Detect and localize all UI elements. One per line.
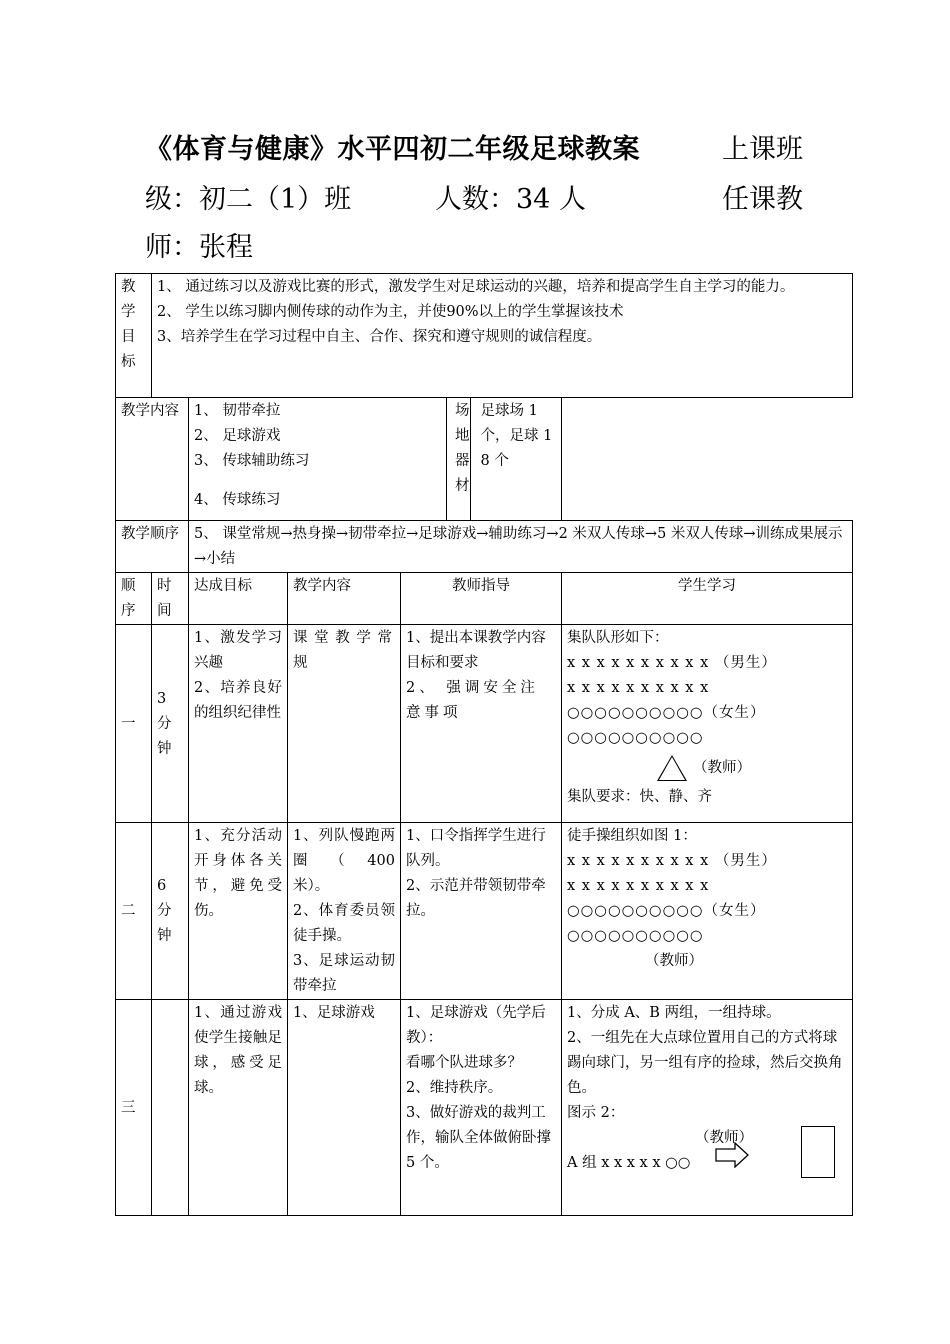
sequence-row: [116, 521, 853, 573]
content-row: [116, 398, 853, 521]
column-header-row: [116, 573, 853, 625]
lesson-plan-table: [115, 273, 853, 1216]
col-order: 顺序: [116, 573, 152, 625]
row-order: 二: [116, 823, 152, 1000]
objectives-label: 教 学 目 标: [116, 274, 152, 398]
row-content: 1、列队慢跑两 圈 （ 400 米）。 2、体育委员领徒手操。 3、足球运动韧带牵拉: [288, 823, 401, 1000]
formation-line: ○○○○○○○○○○（女生）: [567, 903, 766, 919]
row-goal: 1、通过游戏使学生接触足球，感受足球。: [189, 1000, 288, 1216]
row-time: 6 分 钟: [152, 823, 189, 1000]
assembly-requirement: 集队要求：快、静、齐: [567, 789, 712, 805]
teacher-label: 师：张程: [145, 232, 253, 263]
row-guide: 1、提出本课教学内容目标和要求 2、 强调安全注意事项: [401, 625, 562, 823]
row-study: 徒手操组织如图 1： x x x x x x x x x x （男生） x x x x x x x x x x ○○○○○○○○○○（女生） ○○○○○○○○○○ （教师）: [562, 823, 853, 1000]
table-row: [116, 1000, 853, 1216]
col-guide: 教师指导: [401, 573, 562, 625]
content-item: 1、 韧带牵拉: [194, 403, 281, 419]
formation-line: x x x x x x x x x x: [567, 878, 710, 894]
row-goal: 1、激发学习兴趣 2、培养良好的组织纪律性: [189, 625, 288, 823]
content-item: 2、 足球游戏: [194, 428, 281, 444]
content-item: 4、 传球练习: [194, 492, 281, 508]
arrow-right-icon: [715, 1142, 749, 1168]
col-study: 学生学习: [562, 573, 853, 625]
col-content: 教学内容: [288, 573, 401, 625]
venue-label: 场 地 器 材: [447, 398, 471, 520]
venue-cell: [447, 398, 562, 521]
title-line: [145, 136, 810, 163]
content-label: 教学内容: [116, 398, 189, 521]
teacher-marker: （教师）: [645, 953, 703, 969]
row-study: 集队队形如下： x x x x x x x x x x （男生） x x x x x x x x x x ○○○○○○○○○○（女生） ○○○○○○○○○○ （教师） 集队要求：快、静、齐: [562, 625, 853, 823]
game-diagram: [567, 1126, 847, 1181]
row-order: 三: [116, 1000, 152, 1216]
goal-icon: [801, 1126, 835, 1178]
teacher-marker: （教师）: [695, 1130, 753, 1146]
row-study: 1、分成 A、B 两组，一组持球。 2、一组先在大点球位置用自己的方式将球踢向球门，另一组有序的捡球，然后交换角色。 图示 2： （教师） A 组 x x x x x ○○: [562, 1000, 853, 1216]
objectives-cell: [152, 274, 853, 398]
table-row: [116, 625, 853, 823]
col-time: 时间: [152, 573, 189, 625]
content-cell: [189, 398, 447, 521]
student-count: 人数：34 人: [435, 184, 586, 215]
row-time: 3 分 钟: [152, 625, 189, 823]
table-row: [116, 823, 853, 1000]
objective-item: 2、 学生以练习脚内侧传球的动作为主，并使90%以上的学生掌握该技术: [157, 304, 624, 320]
formation-line: ○○○○○○○○○○: [567, 928, 704, 944]
formation-line: ○○○○○○○○○○（女生）: [567, 705, 766, 721]
class-label: 级：初二（1）班: [145, 184, 352, 215]
row-content: 1、足球游戏: [288, 1000, 401, 1216]
row-guide: 1、口令指挥学生进行队列。 2、示范并带领韧带牵拉。: [401, 823, 562, 1000]
row-content: 课堂教学常规: [288, 625, 401, 823]
objective-item: 1、 通过练习以及游戏比赛的形式，激发学生对足球运动的兴趣，培养和提高学生自主学习的能力。: [157, 279, 795, 295]
triangle-icon: [657, 755, 687, 781]
teacher-prefix: 任课教: [722, 184, 803, 215]
page-title: 《体育与健康》水平四初二年级足球教案: [145, 134, 640, 165]
objective-item: 3、培养学生在学习过程中自主、合作、探究和遵守规则的诚信程度。: [157, 329, 602, 345]
formation-line: ○○○○○○○○○○: [567, 730, 704, 746]
content-item: 3、 传球辅助练习: [194, 453, 310, 469]
formation-line: x x x x x x x x x x （男生）: [567, 655, 777, 671]
row-order: 一: [116, 625, 152, 823]
row-goal: 1、充分活动开身体各关节，避免受伤。: [189, 823, 288, 1000]
col-goal: 达成目标: [189, 573, 288, 625]
sequence-label: 教学顺序: [116, 521, 189, 573]
formation-line: x x x x x x x x x x （男生）: [567, 853, 777, 869]
teacher-line: [145, 234, 810, 261]
class-prefix: 上课班: [722, 134, 803, 165]
row-time: [152, 1000, 189, 1216]
formation-line: x x x x x x x x x x: [567, 680, 710, 696]
venue-value: 足球场 1 个，足球 18 个: [480, 403, 553, 469]
group-a-line: A 组 x x x x x ○○: [567, 1155, 691, 1171]
objectives-row: [116, 274, 853, 398]
teacher-marker: （教师）: [693, 759, 751, 776]
row-guide: 1、足球游戏（先学后教）： 看哪个队进球多？ 2、维持秩序。 3、做好游戏的裁判工作，输队全体做俯卧撑 5 个。: [401, 1000, 562, 1216]
sequence-cell: 5、 课堂常规→热身操→韧带牵拉→足球游戏→辅助练习→2 米双人传球→5 米双人传球→训练成果展示→小结: [189, 521, 853, 573]
